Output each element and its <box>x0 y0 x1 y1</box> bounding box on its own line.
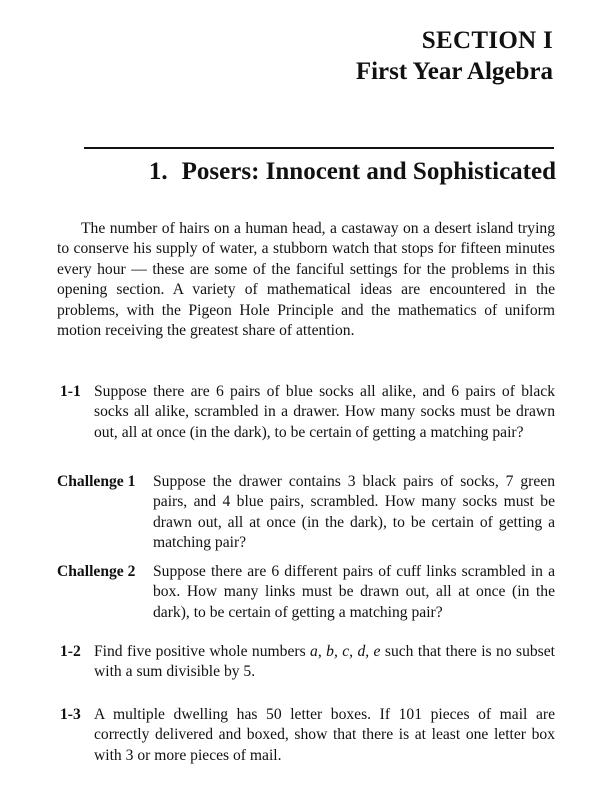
problem-text-after: such that there is no subset with a sum divisible by 5. <box>94 643 555 681</box>
chapter-title-text: Posers: Innocent and Sophisticated <box>181 158 556 185</box>
challenge-2 <box>57 562 555 623</box>
section-subtitle: First Year Algebra <box>355 58 553 85</box>
horizontal-rule <box>84 147 554 149</box>
problem-1-1 <box>57 382 555 443</box>
problem-text-before: Find five positive whole numbers <box>94 643 311 660</box>
challenge-1 <box>57 472 555 554</box>
challenge-label: Challenge 2 <box>57 563 136 580</box>
challenge-text: Suppose the drawer contains 3 black pairs of socks, 7 green pairs, and 4 blue pairs, scrambled. How many socks must be drawn out, all at once (in the dark), to be certain of getting a matching pair? <box>153 473 555 552</box>
problem-label: 1-1 <box>60 383 81 400</box>
problem-1-2 <box>57 642 555 683</box>
chapter-number: 1. <box>148 158 168 185</box>
challenge-label: Challenge 1 <box>57 473 136 490</box>
problem-text: A multiple dwelling has 50 letter boxes. If 101 pieces of mail are correctly delivered and boxed, show that there is at least one letter box with 3 or more pieces of mail. <box>94 706 555 764</box>
problem-label: 1-3 <box>60 706 81 723</box>
problem-1-3 <box>57 705 555 766</box>
chapter-title <box>84 155 556 189</box>
intro-paragraph: The number of hairs on a human head, a castaway on a desert island trying to conserve his supply of water, a stubborn watch that stops for fifteen minutes every hour — these are some of the fanciful settings for the problems in this opening section. A variety of mathematical ideas are encountered in the problems, with the Pigeon Hole Principle and the mathematics of uniform motion receiving the greatest share of attention. <box>57 220 555 340</box>
problem-label: 1-2 <box>60 643 81 660</box>
section-header <box>356 26 553 88</box>
problem-text <box>94 642 555 683</box>
problem-variables: a, b, c, d, e <box>310 643 381 660</box>
problem-text: Suppose there are 6 pairs of blue socks all alike, and 6 pairs of black socks all alike, scrambled in a drawer. How many socks must be drawn out, all at once (in the dark), to be certain of getting a matching pair? <box>94 383 555 441</box>
challenge-text: Suppose there are 6 different pairs of cuff links scrambled in a box. How many links must be drawn out, all at once (in the dark), to be certain of getting a matching pair? <box>153 563 555 621</box>
section-label: SECTION I <box>421 27 553 54</box>
